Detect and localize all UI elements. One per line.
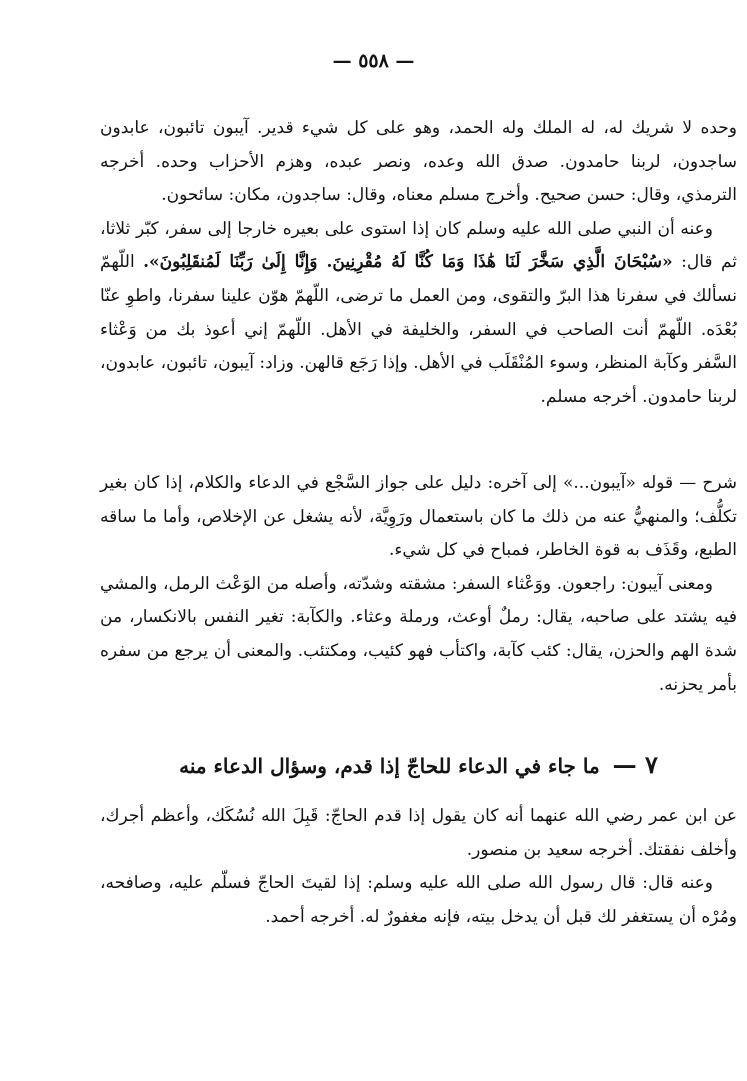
- chapter-title: ما جاء في الدعاء للحاجّ إذا قدم، وسؤال الدعاء منه: [179, 754, 600, 778]
- hadith-paragraph: [100, 213, 737, 415]
- hadith-travel-section: [100, 112, 737, 414]
- supplication-text: اللّهمّ نسألك في سفرنا هذا البرّ والتقوى، ومن العمل ما ترضى، اللّهمّ هوّن علينا سفرنا، واطوِ عنّا بُعْدَه. اللّهمّ أنت الصاحب في السفر، والخليفة في الأهل. اللّهمّ إني أعوذ بك من وَعْثاء السَّفر وكآبة المنظر، وسوء المُنْقَلَب في الأهل. وإذا رَجَع قالهن. وزاد: آيبون، تائبون، عابدون، لربنا حامدون. أخرجه مسلم.: [100, 252, 737, 407]
- chapter-number: ٧ —: [612, 750, 658, 779]
- commentary-paragraph: شرح — قوله «آيبون...» إلى آخره: دليل على جواز السَّجْع في الدعاء والكلام، إذا كان بغير تكلُّف؛ والمنهيُّ عنه من ذلك ما كان باستعمال ورَوِيَّة، لأنه يشغل عن الإخلاص، وأما ما ساقه الطبع، وقَذَف به قوة الخاطر، فمباح في كل شيء.: [100, 473, 737, 561]
- hadith-paragraph: وحده لا شريك له، له الملك وله الحمد، وهو على كل شيء قدير. آيبون تائبون، عابدون ساجدون، لربنا حامدون. صدق الله وعده، ونصر عبده، وهزم الأحزاب وحده. أخرجه الترمذي، وقال: حسن صحيح. وأخرج مسلم معناه، وقال: ساجدون، مكان: سائحون.: [100, 118, 737, 206]
- commentary-paragraph: ومعنى آيبون: راجعون. ووَعْثاء السفر: مشقته وشدّته، وأصله من الوَعْث الرمل، والمشي فيه يشتد على صاحبه، يقال: رملٌ أوعث، ورملة وعثاء. والكآبة: تغير النفس بالانكسار، من شدة الهم والحزن، يقال: كئب كآبة، واكتأب فهو كئيب، ومكتئب. والمعنى أن يرجع من سفره بأمر يحزنه.: [100, 573, 737, 695]
- hadith-paragraph: وعنه قال: قال رسول الله صلى الله عليه وسلم: إذا لقيتَ الحاجّ فسلّم عليه، وصافحه، ومُرْه أن يستغفر لك قبل أن يدخل بيته، فإنه مغفورٌ له. أخرجه أحمد.: [100, 873, 737, 927]
- hadith-pilgrim-section: [100, 800, 737, 934]
- hadith-paragraph: عن ابن عمر رضي الله عنهما أنه كان يقول إذا قدم الحاجّ: قَبِلَ الله نُسُكَك، وأعظم أجرك، وأخلف نفقتك. أخرجه سعيد بن منصور.: [100, 806, 737, 860]
- quran-verse: «سُبْحَانَ الَّذِي سَخَّرَ لَنَا هَٰذَا وَمَا كُنَّا لَهُ مُقْرِنِينَ. وَإِنَّا إِلَىٰ رَبِّنَا لَمُنقَلِبُونَ».: [143, 252, 673, 273]
- page-number: — ٥٥٨ —: [332, 50, 415, 72]
- chapter-heading: [100, 750, 737, 781]
- hadith-intro: وعنه أن النبي صلى الله عليه وسلم كان إذا استوى على بعيره خارجا إلى سفر، كبّر ثلاثا، ثم قال:: [100, 218, 737, 273]
- commentary-section: [100, 467, 737, 702]
